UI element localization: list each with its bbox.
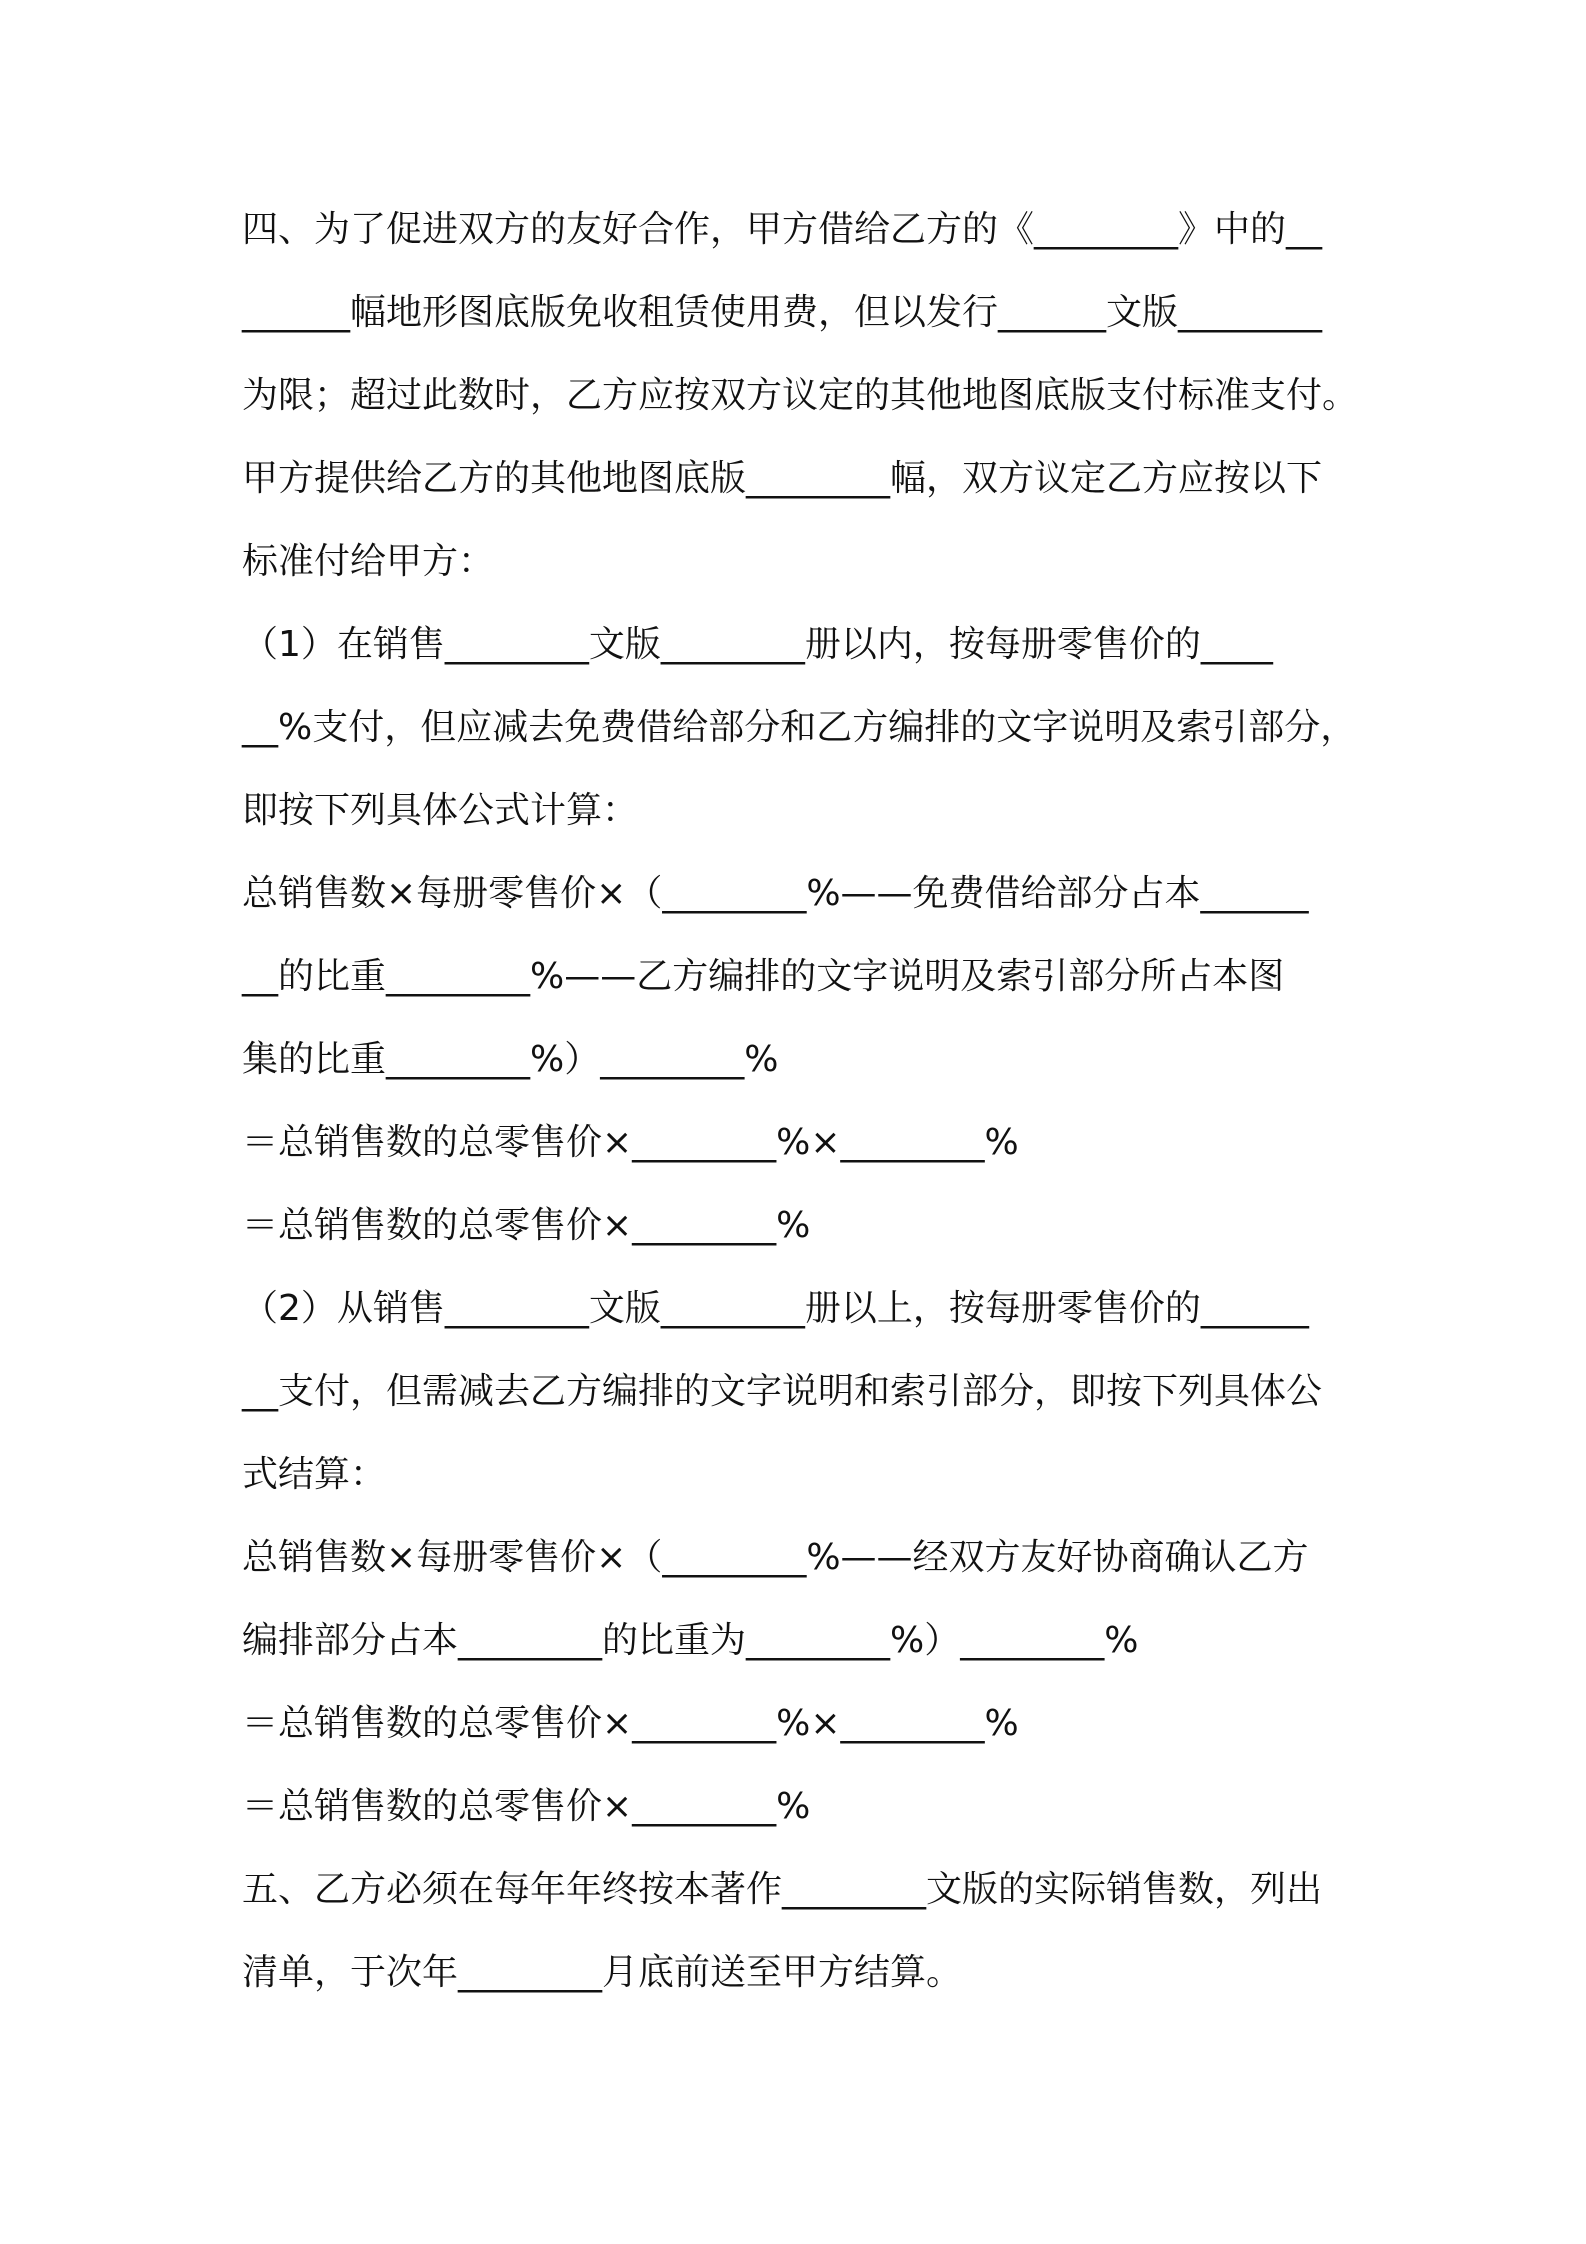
item-1-line-3: 即按下列具体公式计算： bbox=[242, 790, 639, 831]
formula-1-line-2: __的比重________%——乙方编排的文字说明及索引部分所占本图 bbox=[242, 956, 1285, 997]
clause-4-line-3: 为限；超过此数时，乙方应按双方议定的其他地图底版支付标准支付。 bbox=[242, 375, 1359, 416]
formula-2-line-4: ＝总销售数的总零售价×________% bbox=[242, 1786, 811, 1827]
clause-4-line-1: 四、为了促进双方的友好合作，甲方借给乙方的《________》中的__ bbox=[242, 209, 1323, 250]
item-1-line-2: __%支付，但应减去免费借给部分和乙方编排的文字说明及索引部分， bbox=[242, 707, 1357, 748]
item-2-line-3: 式结算： bbox=[242, 1454, 387, 1495]
formula-1-line-5: ＝总销售数的总零售价×________% bbox=[242, 1205, 811, 1246]
clause-5-line-1: 五、乙方必须在每年年终按本著作________文版的实际销售数，列出 bbox=[242, 1869, 1323, 1910]
formula-2-line-1: 总销售数×每册零售价×（________%——经双方友好协商确认乙方 bbox=[242, 1537, 1309, 1578]
clause-4-line-4: 甲方提供给乙方的其他地图底版________幅，双方议定乙方应按以下 bbox=[242, 458, 1323, 499]
formula-1-line-4: ＝总销售数的总零售价×________%×________% bbox=[242, 1122, 1019, 1163]
clause-4-line-2: ______幅地形图底版免收租赁使用费，但以发行______文版________ bbox=[242, 292, 1323, 333]
clause-5-line-2: 清单，于次年________月底前送至甲方结算。 bbox=[242, 1952, 963, 1993]
formula-1-line-1: 总销售数×每册零售价×（________%——免费借给部分占本______ bbox=[242, 873, 1309, 914]
item-2-line-1: （2）从销售________文版________册以上，按每册零售价的______ bbox=[242, 1288, 1309, 1329]
clause-4-line-5: 标准付给甲方： bbox=[242, 541, 495, 582]
formula-2-line-2: 编排部分占本________的比重为________%）________% bbox=[242, 1620, 1139, 1661]
item-1-line-1: （1）在销售________文版________册以内，按每册零售价的____ bbox=[242, 624, 1273, 665]
formula-1-line-3: 集的比重________%）________% bbox=[242, 1039, 779, 1080]
item-2-line-2: __支付，但需减去乙方编排的文字说明和索引部分，即按下列具体公 bbox=[242, 1371, 1323, 1412]
formula-2-line-3: ＝总销售数的总零售价×________%×________% bbox=[242, 1703, 1019, 1744]
